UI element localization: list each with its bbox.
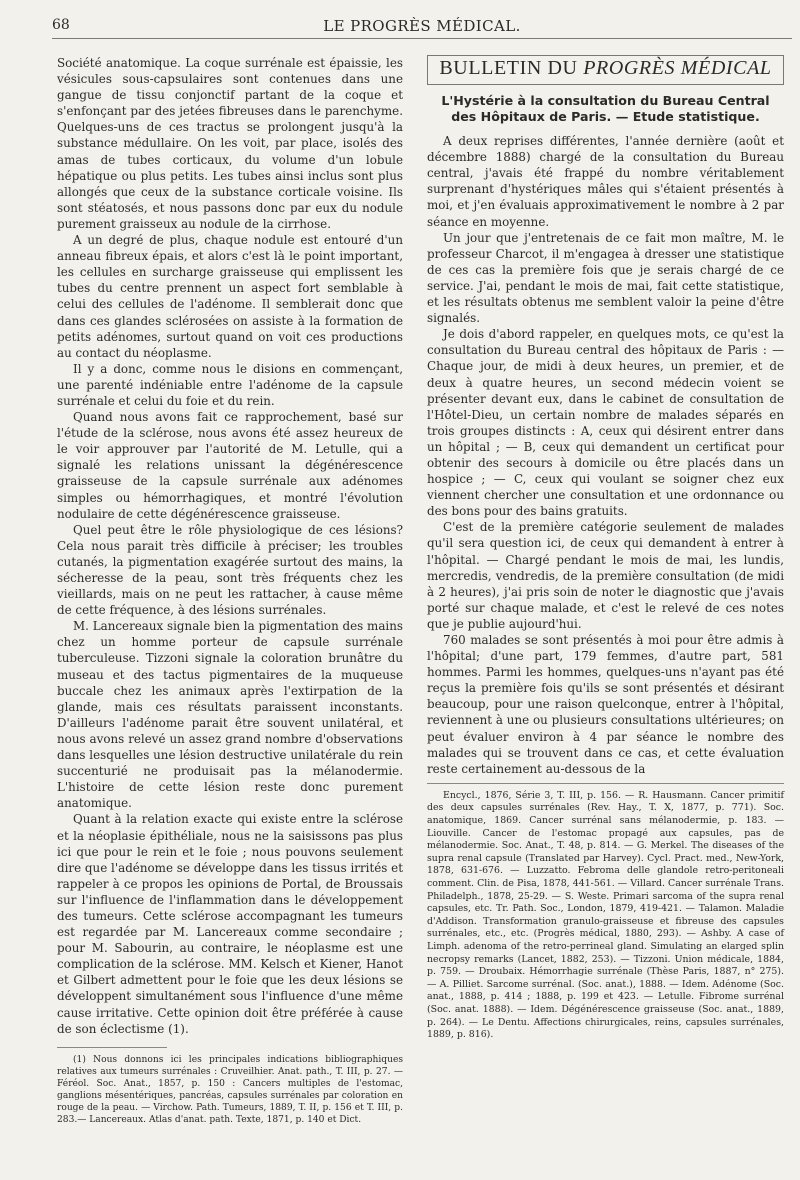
body-paragraph: A deux reprises différentes, l'année dernière (août et décembre 1888) chargé de la consultation du Bureau central, j'avais été frappé du nombre véritablement surprenant d'hystériques mâles qui s'étaient présentés à moi, et j'en évaluais approximativement le nombre à 2 par séance en moyenne. bbox=[427, 134, 784, 229]
left-column bbox=[57, 55, 403, 1126]
body-paragraph: Quant à la relation exacte qui existe entre la sclérose et la néoplasie épithéliale, nous ne la saisissons pas plus ici que pour le rein et le foie ; nous pouvons seulement dire que l'adénome se développe dans les tissus irrités et rappeler à ce propos les opinions de Portal, de Broussais sur l'influence de l'inflammation dans le développement des tumeurs. Cette sclérose accompagnant les tumeurs est regardée par M. Lancereaux comme secondaire ; pour M. Sabourin, au contraire, le néoplasme est une complication de la sclérose. MM. Kelsch et Kiener, Hanot et Gilbert admettent pour le foie que les deux lésions se développent simultanément sous l'influence d'une même cause irritative. Cette opinion doit être préférée à cause de son éclectisme (1). bbox=[57, 812, 403, 1036]
page-header bbox=[52, 14, 792, 39]
bulletin-title-plain: BULLETIN DU bbox=[439, 57, 584, 79]
right-column bbox=[427, 55, 784, 1042]
body-paragraph: C'est de la première catégorie seulement de malades qu'il sera question ici, de ceux qui demandent à entrer à l'hôpital. — Chargé pendant le mois de mai, les lundis, mercredis, vendredis, de la première consultation (de midi à 2 heures), j'ai pris soin de noter le diagnostic que j'avais porté sur chaque malade, et c'est le relevé de ces notes que je publie aujourd'hui. bbox=[427, 520, 784, 631]
body-paragraph: M. Lancereaux signale bien la pigmentation des mains chez un homme porteur de capsule surrénale tuberculeuse. Tizzoni signale la coloration brunâtre du museau et des tactus pigmentaires de la muqueuse buccale chez les animaux après l'extirpation de la glande, mais ces résultats paraissent inconstants. D'ailleurs l'adénome parait être souvent unilatéral, et nous avons relevé un assez grand nombre d'observations dans lesquelles une lésion destructive unilatérale du rein succenturié ne produisait pas la mélanodermie. L'histoire de cette lésion reste donc purement anatomique. bbox=[57, 619, 403, 811]
footnote-divider bbox=[57, 1047, 167, 1048]
article-title: L'Hystérie à la consultation du Bureau Central des Hôpitaux de Paris. — Etude statistique. bbox=[441, 93, 770, 125]
bibliography-continuation: Encycl., 1876, Série 3, T. III, p. 156. — R. Hausmann. Cancer primitif des deux capsules surrénales (Rev. Hay., T. X, 1877, p. 771). Soc. anatomique, 1869. Cancer surrénal sans mélanodermie, p. 183. — Liouville. Cancer de l'estomac propagé aux capsules, pas de mélanodermie. Soc. Anat., T. 48, p. 814. — G. Merkel. The diseases of the supra renal capsule (Translated par Harvey). Cycl. Pract. med., New-York, 1878, 631-676. — Luzzatto. Febroma delle glandole retro-peritoneali comment. Clin. de Pisa, 1878, 441-561. — Villard. Cancer surrénale Trans. Philadelph., 1878, 25-29. — S. Weste. Primari sarcoma of the supra renal capsules, etc. Tr. Path. Soc., London, 1879, 419-421. — Talamon. Maladie d'Addison. Transformation granulo-graisseuse et fibreuse des capsules surrénales, etc., etc. (Progrès médical, 1880, 293). — Ashby. A case of Limph. adenoma of the retro-perrineal gland. Simulating an elarged splin necropsy remarks (Lancet, 1882, 253). — Tizzoni. Union médicale, 1884, p. 759. — Droubaix. Hémorrhagie surrénale (Thèse Paris, 1887, n° 275). — A. Pilliet. Sarcome surrénal. (Soc. anat.), 1888. — Idem. Adénome (Soc. anat., 1888, p. 414 ; 1888, p. 199 et 423. — Letulle. Fibrome surrénal (Soc. anat. 1888). — Idem. Dégénérescence graisseuse (Soc. anat., 1889, p. 264). — Le Dentu. Affections chirurgicales, reins, capsules surrénales, 1889, p. 816). bbox=[427, 789, 784, 1041]
body-paragraph: 760 malades se sont présentés à moi pour être admis à l'hôpital; d'une part, 179 femmes, d'autre part, 581 hommes. Parmi les hommes, quelques-uns n'ayant pas été reçus la première fois qu'ils se sont présentés et désirant beaucoup, pour une raison quelconque, entrer à l'hôpital, reviennent à une ou plusieurs consultations ultérieures; on peut évaluer environ à 4 par séance le nombre des malades qui se trouvent dans ce cas, et cette évaluation reste certainement au-dessous de la bbox=[427, 633, 784, 776]
bulletin-heading bbox=[427, 55, 784, 85]
body-paragraph: Quand nous avons fait ce rapprochement, basé sur l'étude de la sclérose, nous avons été assez heureux de le voir approuver par l'autorité de M. Letulle, qui a signalé les relations unissant la dégénérescence graisseuse de la capsule surrénale aux adénomes simples ou hémorrhagiques, et montré l'évolution nodulaire de cette dégénérescence graisseuse. bbox=[57, 410, 403, 521]
body-paragraph: Quel peut être le rôle physiologique de ces lésions? Cela nous parait très difficile à préciser; les troubles cutanés, la pigmentation exagérée surtout des mains, la sécheresse de la peau, sont très fréquents chez les vieillards, mais on ne peut les rattacher, à cause même de cette fréquence, à des lésions surrénales. bbox=[57, 522, 403, 618]
body-paragraph: Il y a donc, comme nous le disions en commençant, une parenté indéniable entre l'adénome de la capsule surrénale et celui du foie et du rein. bbox=[57, 361, 403, 408]
running-title: LE PROGRÈS MÉDICAL. bbox=[323, 17, 521, 35]
page-number: 68 bbox=[52, 17, 70, 33]
body-paragraph: Un jour que j'entretenais de ce fait mon maître, M. le professeur Charcot, il m'engagea à dresser une statistique de ces cas la première fois que je serais chargé de ce service. J'ai, pendant le mois de mai, fait cette statistique, et les résultats obtenus me semblent valoir la peine d'être signalés. bbox=[427, 230, 784, 326]
body-paragraph: Je dois d'abord rappeler, en quelques mots, ce qu'est la consultation du Bureau central des hôpitaux de Paris : — Chaque jour, de midi à deux heures, un premier, et de deux à quatre heures, un second médecin voient se présenter devant eux, dans le cabinet de consultation de l'Hôtel-Dieu, un certain nombre de malades séparés en trois groupes distincts : A, ceux qui désirent entrer dans un hôpital ; — B, ceux qui demandent un certificat pour obtenir des secours à domicile ou être placés dans un hospice ; — C, ceux qui voulant se soigner chez eux viennent chercher une consultation et une ordonnance ou des bons pour des bains gratuits. bbox=[427, 327, 784, 519]
bibliography-divider bbox=[427, 783, 784, 784]
footnote: (1) Nous donnons ici les principales indications bibliographiques relatives aux tumeurs surrénales : Cruveilhier. Anat. path., T. III, p. 27. — Féréol. Soc. Anat., 1857, p. 150 : Cancers multiples de l'estomac, ganglions mésentériques, pancréas, capsules surrénales par coloration en rouge de la peau. — Virchow. Path. Tumeurs, 1889, T. II, p. 156 et T. III, p. 283.— Lancereaux. Atlas d'anat. path. Texte, 1871, p. 140 et Dict. bbox=[57, 1054, 403, 1125]
bulletin-title-italic: PROGRÈS MÉDICAL bbox=[583, 57, 772, 79]
body-paragraph: A un degré de plus, chaque nodule est entouré d'un anneau fibreux épais, et alors c'est là le point important, les cellules en surcharge graisseuse qui emplissent les tubes du centre prennent un aspect fort semblable à celui des cellules de l'adénome. Il semblerait donc que dans ces glandes sclérosées on assiste à la formation de petits adénomes, surtout quand on voit ces productions au contact du néoplasme. bbox=[57, 233, 403, 360]
body-paragraph: Société anatomique. La coque surrénale est épaissie, les vésicules sous-capsulaires sont contenues dans une gangue de tissu conjonctif partant de la coque et s'enfonçant par des jetées fibreuses dans le parenchyme. Quelques-uns de ces tractus se prolongent jusqu'à la substance médullaire. On les voit, par place, isolés des amas de tubes corticaux, du volume d'un lobule hépatique ou plus petits. Les tubes ainsi inclus sont plus allongés que ceux de la substance corticale voisine. Ils sont stéatosés, et nous passons donc par eux du nodule purement graisseux au nodule de la cirrhose. bbox=[57, 56, 403, 231]
